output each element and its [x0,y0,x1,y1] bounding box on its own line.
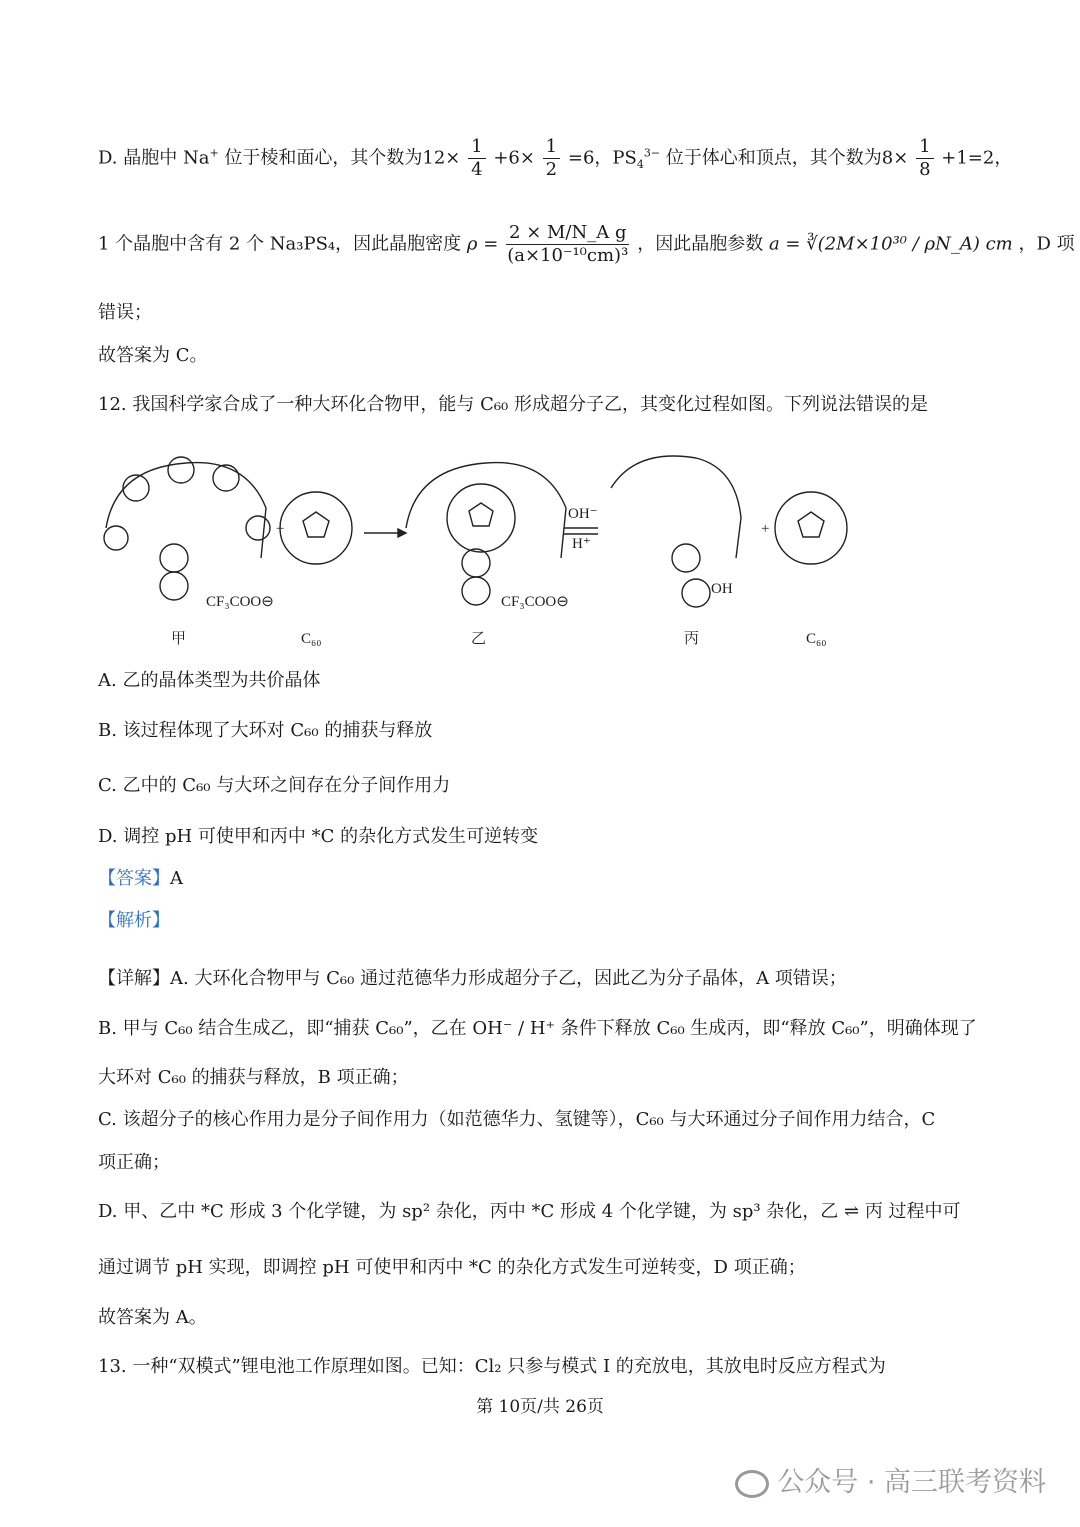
sup: 3− [643,146,661,160]
detail-text: A. 大环化合物甲与 C₆₀ 通过范德华力形成超分子乙，因此乙为分子晶体，A 项错误； [170,968,847,989]
answer-value: A [170,868,183,889]
param-formula: a = ∛(2M×10³⁰ / ρN_A) cm [768,233,1013,255]
option-d: D. 调控 pH 可使甲和丙中 *C 的杂化方式发生可逆转变 [98,826,539,847]
plus-sign-2: + [761,521,770,537]
text: 位于棱和面心，其个数为12× [224,147,461,169]
text: =6，PS [567,147,637,169]
label-c60-2: C₆₀ [806,631,827,647]
num: 1 [916,136,933,159]
wechat-icon [735,1470,769,1498]
text: +6× [493,147,535,169]
density-formula-line [98,222,1075,267]
den: 2 [545,159,558,180]
anion-label-2: CF₃COO⊖ [501,594,569,610]
anion-label: CF₃COO⊖ [206,594,274,610]
rho: ρ = [466,233,499,255]
fraction [543,136,560,181]
paragraph-d-crystal [98,136,1013,181]
macrocycle-bing [611,456,741,558]
label-jia: 甲 [171,631,187,647]
analysis-tag: 【解析】 [98,910,170,931]
label-yi: 乙 [471,631,487,647]
text: ，D 项 [1018,233,1075,255]
option-c: C. 乙中的 C₆₀ 与大环之间存在分子间作用力 [98,775,451,796]
den: 8 [919,159,931,180]
text-line: 错误； [98,302,152,323]
num: 1 [468,136,485,159]
macrocycle-yi [406,463,566,558]
c60-ball-1 [280,492,352,564]
sub: 4 [636,158,644,172]
text: 1 个晶胞中含有 2 个 Na₃PS₄，因此晶胞密度 [98,233,462,255]
h-label: H⁺ [572,536,591,552]
den: 4 [471,159,483,180]
c60-ball-2 [775,492,847,564]
detail-c-2: 项正确； [98,1152,170,1173]
text: 位于体心和顶点，其个数为8× [665,147,909,169]
sup: + [209,146,219,160]
question-12: 12. 我国科学家合成了一种大环化合物甲，能与 C₆₀ 形成超分子乙，其变化过程如图。下列说法错误的是 [98,394,928,415]
option-a: A. 乙的晶体类型为共价晶体 [98,670,321,691]
answer-row [98,866,984,892]
answer-tag: 【答案】 [98,868,170,889]
fraction [916,136,933,181]
detail-d-1: D. 甲、乙中 *C 形成 3 个化学键，为 sp² 杂化，丙中 *C 形成 4 个化学键，为 sp³ 杂化，乙 ⇌ 丙 过程中可 [98,1201,961,1222]
text: D. 晶胞中 Na [98,147,210,169]
detail-d-2: 通过调节 pH 实现，即调控 pH 可使甲和丙中 *C 的杂化方式发生可逆转变，D 项正确； [98,1257,806,1278]
final-answer: 故答案为 A。 [98,1307,207,1328]
supramolecule-diagram [96,448,856,658]
num: 1 [543,136,560,159]
page-footer: 第 10页/共 26页 [476,1397,604,1417]
text: ，因此晶胞参数 [637,233,764,255]
detail-b-1: B. 甲与 C₆₀ 结合生成乙，即“捕获 C₆₀”，乙在 OH⁻ / H⁺ 条件下释放 C₆₀ 生成丙，即“释放 C₆₀”，明确体现了 [98,1018,977,1039]
oh-label: OH⁻ [568,506,598,522]
label-bing: 丙 [684,631,700,647]
plus-sign: + [276,521,285,537]
detail-c-1: C. 该超分子的核心作用力是分子间作用力（如范德华力、氢键等），C₆₀ 与大环通过分子间作用力结合，C [98,1109,936,1130]
detail-b-2: 大环对 C₆₀ 的捕获与释放，B 项正确； [98,1067,409,1088]
watermark [735,1460,1046,1499]
label-c60-1: C₆₀ [301,631,322,647]
text: +1=2， [941,147,1013,169]
answer-line: 故答案为 C。 [98,345,208,366]
detail-a [98,966,984,992]
watermark-text: 公众号 · 高三联考资料 [777,1467,1046,1498]
oh-group-label: OH [711,581,733,597]
detail-tag: 【详解】 [98,968,170,989]
den: (a×10⁻¹⁰cm)³ [507,245,629,266]
option-b: B. 该过程体现了大环对 C₆₀ 的捕获与释放 [98,720,433,741]
fraction [468,136,485,181]
density-fraction [506,222,629,267]
question-13: 13. 一种“双模式”锂电池工作原理如图。已知：Cl₂ 只参与模式 I 的充放电，其放电时反应方程式为 [98,1356,886,1377]
num: 2 × M/N_A g [506,222,629,245]
